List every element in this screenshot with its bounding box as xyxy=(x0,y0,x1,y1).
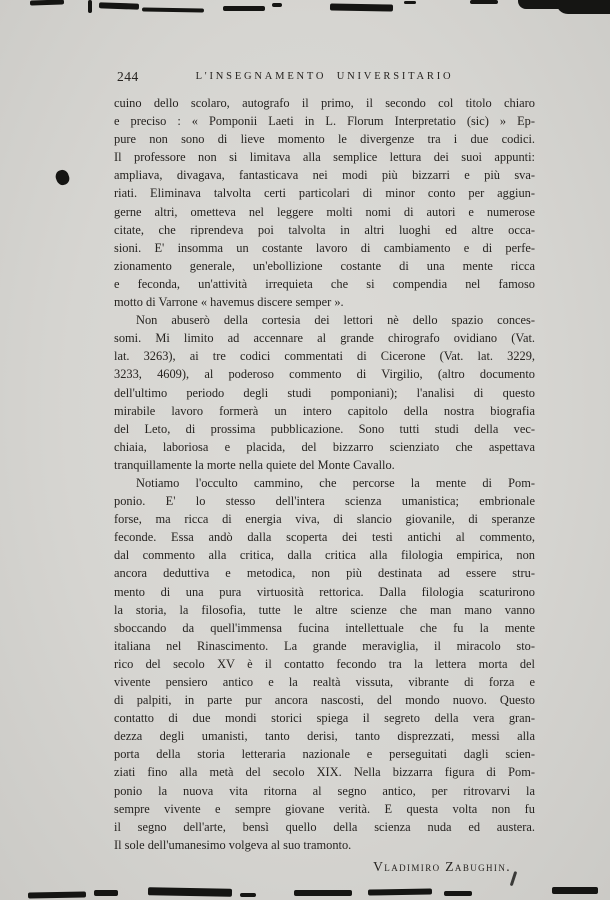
text-line: la storia, la filosofia, tutte le altre scienze che man mano vanno xyxy=(114,602,535,617)
text-line: e preciso : « Pomponii Laeti in L. Florum Interpretatio (sic) » Ep- xyxy=(114,114,535,129)
text-line: ziati fino alla metà del secolo XIX. Nella bizzarra figura di Pom- xyxy=(114,765,535,780)
text-line: del Leto, di prossima pubblicazione. Sono tutti studi della vec- xyxy=(114,421,535,436)
text-line: tranquillamente la morte nella quiete del Monte Cavallo. xyxy=(114,457,395,472)
scan-mark xyxy=(94,890,118,896)
page-header xyxy=(114,69,535,87)
text-line: rico del secolo XV è il contatto fecondo tra la lettera morta del xyxy=(114,656,535,671)
text-line: ampliava, divagava, fantasticava nei modi più bizzarri e più sva- xyxy=(114,168,535,183)
text-line: dell'ultimo periodo degli studi pomponiani); l'analisi di questo xyxy=(114,385,535,400)
text-line: ponio la nuova vita ritorna al segno antico, per ritrovarvi la xyxy=(114,783,535,798)
text-line: Il sole dell'umanesimo volgeva al suo tramonto. xyxy=(114,837,352,852)
text-line: di palpiti, in parte pur ancora nascosti, del mondo nuovo. Questo xyxy=(114,693,535,708)
text-line: italiana nel Rinascimento. La grande meraviglia, il miracolo sto- xyxy=(114,638,535,653)
scan-mark xyxy=(552,887,598,894)
text-line: mento di una pura virtuosità rettorica. Dalla filologia scaturirono xyxy=(114,584,535,599)
text-line: sboccando da quell'immensa fucina intellettuale che fu la mente xyxy=(114,620,535,635)
paragraph xyxy=(114,474,535,854)
text-line: motto di Varrone « havemus discere semper ». xyxy=(114,295,344,310)
scan-mark xyxy=(148,887,232,896)
scan-mark xyxy=(294,890,352,896)
paragraph xyxy=(114,311,535,474)
text-line: riati. Eliminava talvolta certi particolari di minor conto per aggiun- xyxy=(114,186,535,201)
text-block xyxy=(114,94,535,875)
scan-mark xyxy=(556,0,610,14)
text-line: Il professore non si limitava alla semplice lettura dei suoi appunti: xyxy=(114,150,535,165)
text-line: e feconda, un'attività irrequieta che si compendia nel famoso xyxy=(114,276,535,291)
text-line: pure non sono di lieve momento le divergenze tra i due codici. xyxy=(114,132,535,147)
text-line: gerne altri, ometteva nel leggere molti nomi di autori e numerose xyxy=(114,204,535,219)
text-line: il segno dell'arte, bensì quello della scienza nuda ed austera. xyxy=(114,819,535,834)
text-line: lat. 3263), ai tre codici commentati di Cicerone (Vat. lat. 3229, xyxy=(114,349,535,364)
text-line: porta della storia letteraria nazionale e perseguitati dagli scien- xyxy=(114,747,535,762)
text-line: Non abuserò della cortesia dei lettori nè dello spazio conces- xyxy=(136,313,535,328)
text-line: chiaia, laboriosa e placida, del bizzarro scienziato che aspettava xyxy=(114,439,535,454)
scan-mark xyxy=(444,891,472,896)
text-line: somi. Mi limito ad accennare al grande chirografo ovidiano (Vat. xyxy=(114,331,535,346)
scan-mark xyxy=(240,893,256,897)
text-line: sioni. E' insomma un costante lavoro di cambiamento e di perfe- xyxy=(114,240,535,255)
scan-mark xyxy=(272,3,282,7)
text-line: zionamento generale, un'ebollizione costante di una mente ricca xyxy=(114,258,535,273)
text-line: citate, che riprendeva poi talvolta in altri luoghi ed altre occa- xyxy=(114,222,535,237)
text-line: Notiamo l'occulto cammino, che percorse la mente di Pom- xyxy=(136,475,535,490)
scan-mark xyxy=(28,891,86,898)
text-line: feconde. Essa andò dalla scoperta dei testi antichi al commento, xyxy=(114,530,535,545)
text-line: dezza degli umanisti, tanto derisi, tanto disprezzati, messi alla xyxy=(114,729,535,744)
scan-mark xyxy=(223,6,265,11)
author-signature: Vladimiro Zabughin. xyxy=(373,858,511,874)
text-line: ancora deduttiva e metodica, non più destinata ad essere stru- xyxy=(114,566,535,581)
text-line: cuino dello scolaro, autografo il primo, il secondo col titolo chiaro xyxy=(114,96,535,110)
page-number: 244 xyxy=(117,69,139,84)
scan-mark xyxy=(404,1,416,4)
text-line: 3233, 4609), al poderoso commento di Virgilio, (altro documento xyxy=(114,367,535,382)
text-line: forse, ma ricca di energia viva, di slancio giovanile, di speranze xyxy=(114,512,535,527)
text-line: sempre vivente e sempre giovane verità. E questa volta non fu xyxy=(114,801,535,816)
scan-mark xyxy=(88,0,92,13)
text-line: vivente pensiero antico e la realtà vissuta, vibrante di forza e xyxy=(114,675,535,689)
scan-mark xyxy=(368,888,432,895)
text-line: contatto di due mondi storici spiega il segreto della vera gran- xyxy=(114,711,535,726)
text-line: ponio. E' lo stesso dell'intera scienza umanistica; embrionale xyxy=(114,494,535,509)
text-line: dal commento alla critica, dalla critica alla filologia empirica, non xyxy=(114,548,535,563)
paragraphs xyxy=(114,94,535,854)
text-line: mirabile lavoro formerà un intero capitolo della nostra biografia xyxy=(114,403,535,418)
scan-mark xyxy=(470,0,498,4)
scan-mark xyxy=(330,3,393,11)
paragraph xyxy=(114,94,535,311)
running-header: L'INSEGNAMENTO UNIVERSITARIO xyxy=(195,71,454,82)
